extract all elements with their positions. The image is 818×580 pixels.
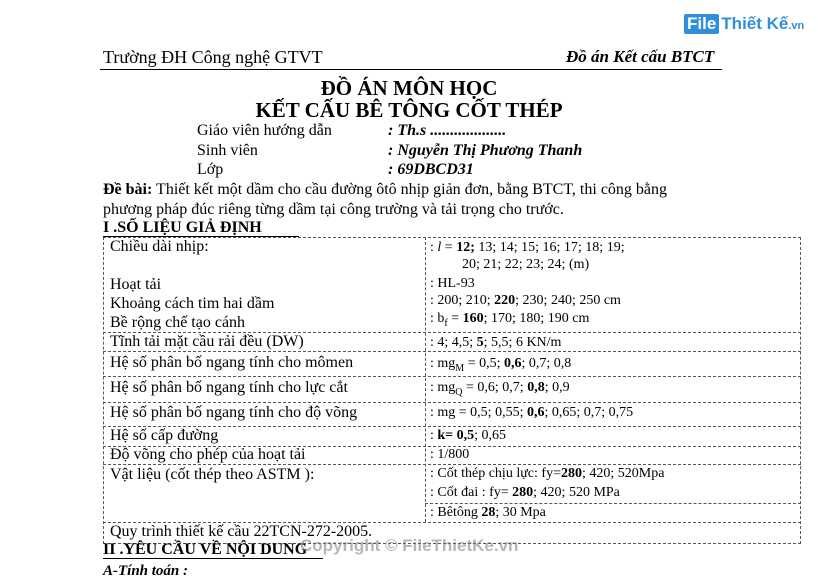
table-row-divider <box>103 351 801 352</box>
header-divider <box>100 69 722 70</box>
row-value-mg-moment: : $mg_M = 0,5$; 0,6; 0,7; 0,8 <box>430 356 572 374</box>
row-value-girder-spacing: : 200; 210; 220; 230; 240; 250 cm <box>430 293 621 308</box>
info-value-student: : Nguyễn Thị Phương Thanh <box>388 142 583 159</box>
row-value-stirrup: : Cốt đai : fy= 280; 420; 520 MPa <box>430 485 620 500</box>
task-line1: Thiết kết một dầm cho cầu đường ôtô nhịp giản đơn, bằng BTCT, thi công bằng <box>152 181 668 198</box>
logo-text: Thiết Kế <box>721 14 789 33</box>
page-title: ĐỒ ÁN MÔN HỌC <box>320 76 498 100</box>
row-label-dw: Tĩnh tải mặt cầu rải đều (DW) <box>110 333 304 350</box>
info-value-advisor: : Th.s ................... <box>388 122 507 139</box>
row-value-main-rebar: : Cốt thép chịu lực: fy=280; 420; 520Mpa <box>430 466 665 481</box>
header-project: Đồ án Kết cấu BTCT <box>566 47 715 66</box>
row-label-road-class: Hệ số cấp đường <box>110 427 219 444</box>
subsection-calculation: A-Tính toán : <box>103 563 189 579</box>
info-label-class: Lớp <box>197 161 224 178</box>
task-line2: phương pháp đúc riêng từng dầm tại công trường và tải trọng cho trước. <box>103 201 564 218</box>
row-value-live-load: : HL-93 <box>430 276 475 291</box>
row-value-road-class: : k= 0,5; 0,65 <box>430 428 507 443</box>
info-label-student: Sinh viên <box>197 142 258 159</box>
row-value-span-cont: 20; 21; 22; 23; 24; (m) <box>462 257 590 272</box>
row-label-mg-moment: Hệ số phân bố ngang tính cho mômen <box>110 354 354 371</box>
row-label-materials: Vật liệu (cốt thép theo ASTM ): <box>110 466 315 483</box>
row-label-mg-deflection: Hệ số phân bố ngang tính cho độ võng <box>110 404 358 421</box>
row-value-concrete: : Bêtông 28; 30 Mpa <box>430 505 546 520</box>
header-school: Trường ĐH Công nghệ GTVT <box>103 47 323 67</box>
row-value-mg-shear: : $mg_Q = 0,6$; 0,7; 0,8; 0,9 <box>430 380 570 398</box>
table-row-divider <box>103 376 801 377</box>
table-row-divider <box>103 464 801 465</box>
row-value-allowable-deflection: : 1/800 <box>430 447 470 462</box>
row-label-allowable-deflection: Độ võng cho phép của hoạt tải <box>110 446 306 463</box>
row-label-span: Chiều dài nhịp: <box>110 238 209 255</box>
logo-file-mark: File <box>684 14 719 34</box>
info-label-advisor: Giáo viên hướng dẫn <box>197 122 332 139</box>
section-title-content-requirements: II .YÊU CẦU VỀ NỘI DUNG <box>103 541 308 558</box>
task-label: Đề bài: <box>103 181 153 198</box>
info-value-class: : 69DBCD31 <box>388 161 474 178</box>
table-row-divider <box>425 503 801 504</box>
row-value-span: : l = 12; 13; 14; 15; 16; 17; 18; 19; <box>430 240 625 255</box>
row-label-live-load: Hoạt tải <box>110 276 162 293</box>
page-subtitle: KẾT CẤU BÊ TÔNG CỐT THÉP <box>255 98 563 122</box>
task-description <box>103 180 667 220</box>
site-logo <box>684 14 804 34</box>
row-value-mg-deflection: : mg = 0,5; 0,55; 0,6; 0,65; 0,7; 0,75 <box>430 405 634 420</box>
section-title-assumed-data: I .SỐ LIỆU GIẢ ĐỊNH <box>103 219 262 236</box>
copyright-watermark: Copyright © FileThietKe.vn <box>300 536 519 555</box>
row-label-mg-shear: Hệ số phân bố ngang tính cho lực cắt <box>110 379 348 396</box>
table-column-divider <box>425 237 426 522</box>
row-standard: Quy trình thiết kế cầu 22TCN-272-2005. <box>110 523 373 540</box>
row-label-girder-spacing: Khoảng cách tim hai dầm <box>110 295 275 312</box>
row-value-flange-width: : $b_f = 160$; 170; 180; 190 cm <box>430 311 590 329</box>
row-label-flange-width: Bề rộng chế tạo cánh <box>110 314 246 331</box>
row-value-dw: : 4; 4,5; 5; 5,5; 6 KN/m <box>430 335 562 350</box>
logo-domain: .vn <box>788 20 805 32</box>
section-underline <box>103 558 323 559</box>
table-row-divider <box>103 402 801 403</box>
